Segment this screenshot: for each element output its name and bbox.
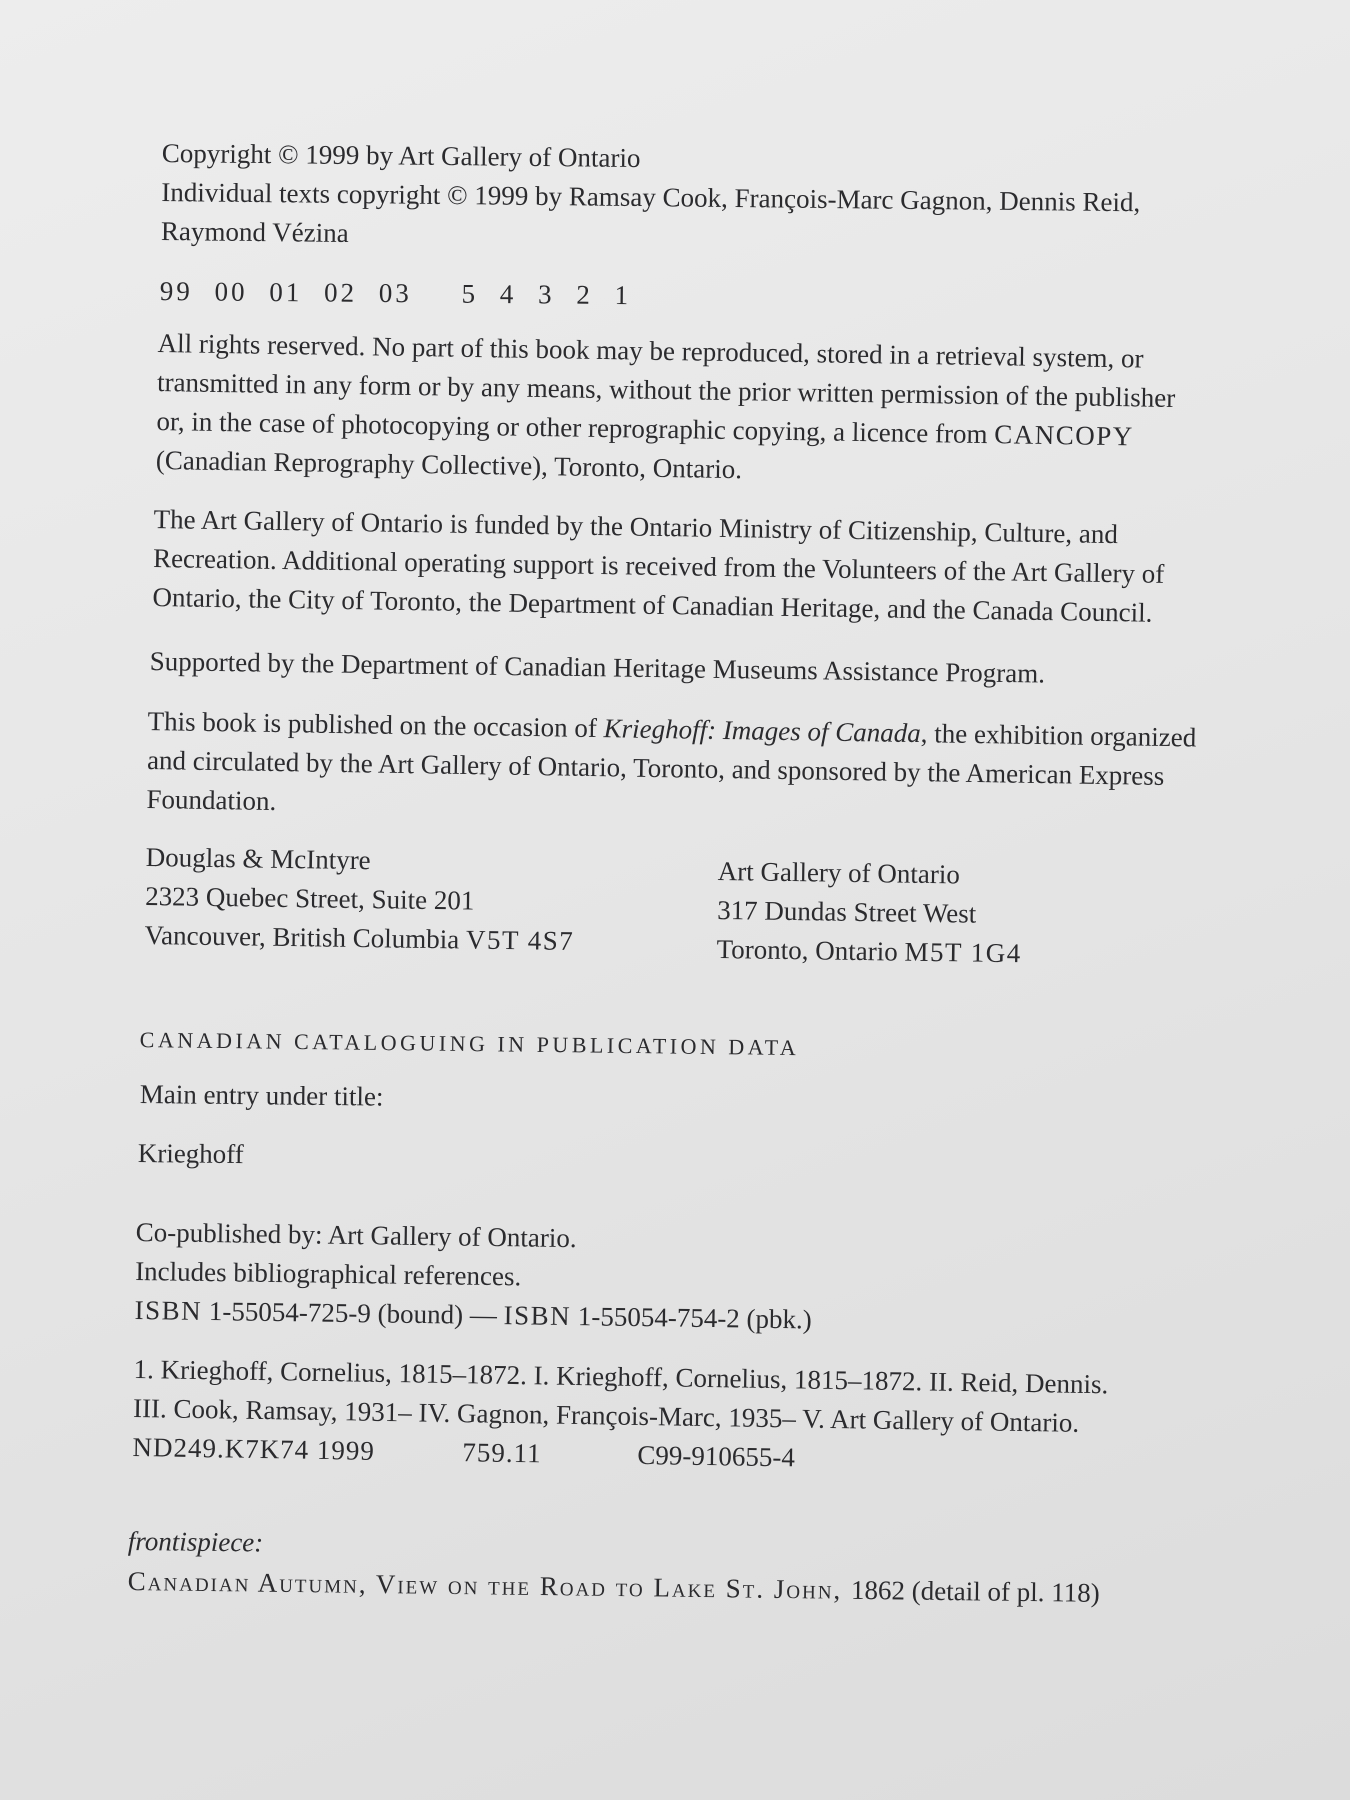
- copyright-line: Copyright © 1999 by Art Gallery of Ontario: [161, 137, 641, 174]
- impression-number: 3: [537, 279, 555, 310]
- funding-paragraph: [152, 500, 1274, 635]
- occasion-line: and circulated by the Art Gallery of Ontario, Toronto, and sponsored by the American Express: [146, 744, 1165, 791]
- publisher-address-douglas-mcintyre: [144, 838, 666, 962]
- impression-number: 4: [499, 278, 517, 310]
- impression-number: 2: [576, 279, 593, 310]
- printing-year: 03: [378, 277, 412, 309]
- isbn-label: ISBN: [134, 1294, 203, 1326]
- occasion-text: This book is published on the occasion of: [147, 705, 598, 744]
- support-paragraph: [149, 642, 1249, 696]
- cip-subjects: [132, 1350, 1294, 1485]
- cip-heading: CANADIAN CATALOGUING IN PUBLICATION DATA: [139, 1026, 800, 1061]
- publisher-city: [144, 916, 664, 962]
- copublisher-note: Co-published by: Art Gallery of Ontario.: [135, 1216, 577, 1254]
- exhibition-title: Krieghoff: Images of Canada: [603, 713, 922, 749]
- rights-line: (Canadian Reprography Collective), Toronto, Ontario.: [155, 444, 743, 485]
- main-entry-label: Main entry under title:: [139, 1078, 384, 1112]
- rights-line: transmitted in any form or by any means, without the prior written permission of the publisher: [156, 366, 1176, 413]
- publisher-name: Art Gallery of Ontario: [717, 855, 961, 890]
- lc-classification: ND249.K7K74 1999: [132, 1431, 376, 1466]
- postal-code: M5T 1G4: [904, 936, 1022, 969]
- publisher-city: [716, 930, 1236, 976]
- copyright-line: Raymond Vézina: [160, 215, 349, 248]
- rights-text: or, in the case of photocopying or other reprographic copying, a licence from: [156, 405, 988, 450]
- postal-code: V5T 4S7: [465, 924, 575, 956]
- printing-year: 99: [159, 275, 193, 307]
- copyright-line: Individual texts copyright © 1999 by Ramsay Cook, François-Marc Gagnon, Dennis Reid,: [161, 176, 1141, 218]
- occasion-line: Foundation.: [146, 783, 277, 817]
- frontispiece-caption: [128, 1562, 1328, 1616]
- subject-line: 1. Krieghoff, Cornelius, 1815–1872. I. Krieghoff, Cornelius, 1815–1872. II. Reid, Dennis.: [133, 1353, 1109, 1400]
- publisher-street: 2323 Quebec Street, Suite 201: [144, 880, 475, 916]
- occasion-text: , the exhibition organized: [920, 718, 1197, 753]
- isbn-paperback: 1-55054-754-2 (pbk.): [577, 1301, 813, 1335]
- dewey-number: 759.11: [462, 1437, 542, 1469]
- city-text: Vancouver, British Columbia: [144, 919, 460, 955]
- cancopy-acronym: CANCOPY: [994, 419, 1134, 452]
- artwork-title: Canadian Autumn, View on the Road to Lake St. John,: [127, 1565, 843, 1605]
- isbn-bound: 1-55054-725-9 (bound) —: [208, 1296, 498, 1331]
- printing-year: 01: [269, 276, 303, 308]
- publisher-name: Douglas & McIntyre: [145, 841, 371, 876]
- support-line: Supported by the Department of Canadian Heritage Museums Assistance Program.: [149, 645, 1046, 689]
- bibliography-note: Includes bibliographical references.: [134, 1255, 522, 1292]
- cip-title: Krieghoff: [137, 1137, 244, 1170]
- funding-line: Ontario, the City of Toronto, the Department of Canadian Heritage, and the Canada Council.: [152, 581, 1153, 628]
- frontispiece-label: frontispiece:: [127, 1525, 264, 1558]
- rights-paragraph: [156, 324, 1288, 498]
- rights-line: All rights reserved. No part of this book may be reproduced, stored in a retrieval system, or: [157, 327, 1144, 374]
- printing-line: [160, 272, 760, 316]
- publisher-address-ago: [716, 852, 1238, 976]
- occasion-paragraph: [146, 702, 1268, 837]
- cip-number: C99-910655-4: [637, 1439, 796, 1473]
- subject-line: III. Cook, Ramsay, 1931– IV. Gagnon, François-Marc, 1935– V. Art Gallery of Ontario.: [132, 1392, 1080, 1438]
- city-text: Toronto, Ontario: [716, 933, 898, 967]
- funding-line: The Art Gallery of Ontario is funded by the Ontario Ministry of Citizenship, Culture, and: [153, 503, 1119, 550]
- printing-year: 00: [214, 276, 248, 307]
- isbn-label: ISBN: [503, 1300, 572, 1332]
- impression-number: 5: [461, 278, 479, 309]
- artwork-date-detail: 1862 (detail of pl. 118): [850, 1574, 1100, 1608]
- publisher-street: 317 Dundas Street West: [716, 894, 977, 929]
- impression-number: 1: [614, 279, 632, 311]
- printing-year: 02: [323, 277, 358, 308]
- cip-notes: [134, 1213, 1236, 1345]
- copyright-notice: [161, 134, 1242, 262]
- funding-line: Recreation. Additional operating support is received from the Volunteers of the Art Gallery of: [152, 542, 1165, 589]
